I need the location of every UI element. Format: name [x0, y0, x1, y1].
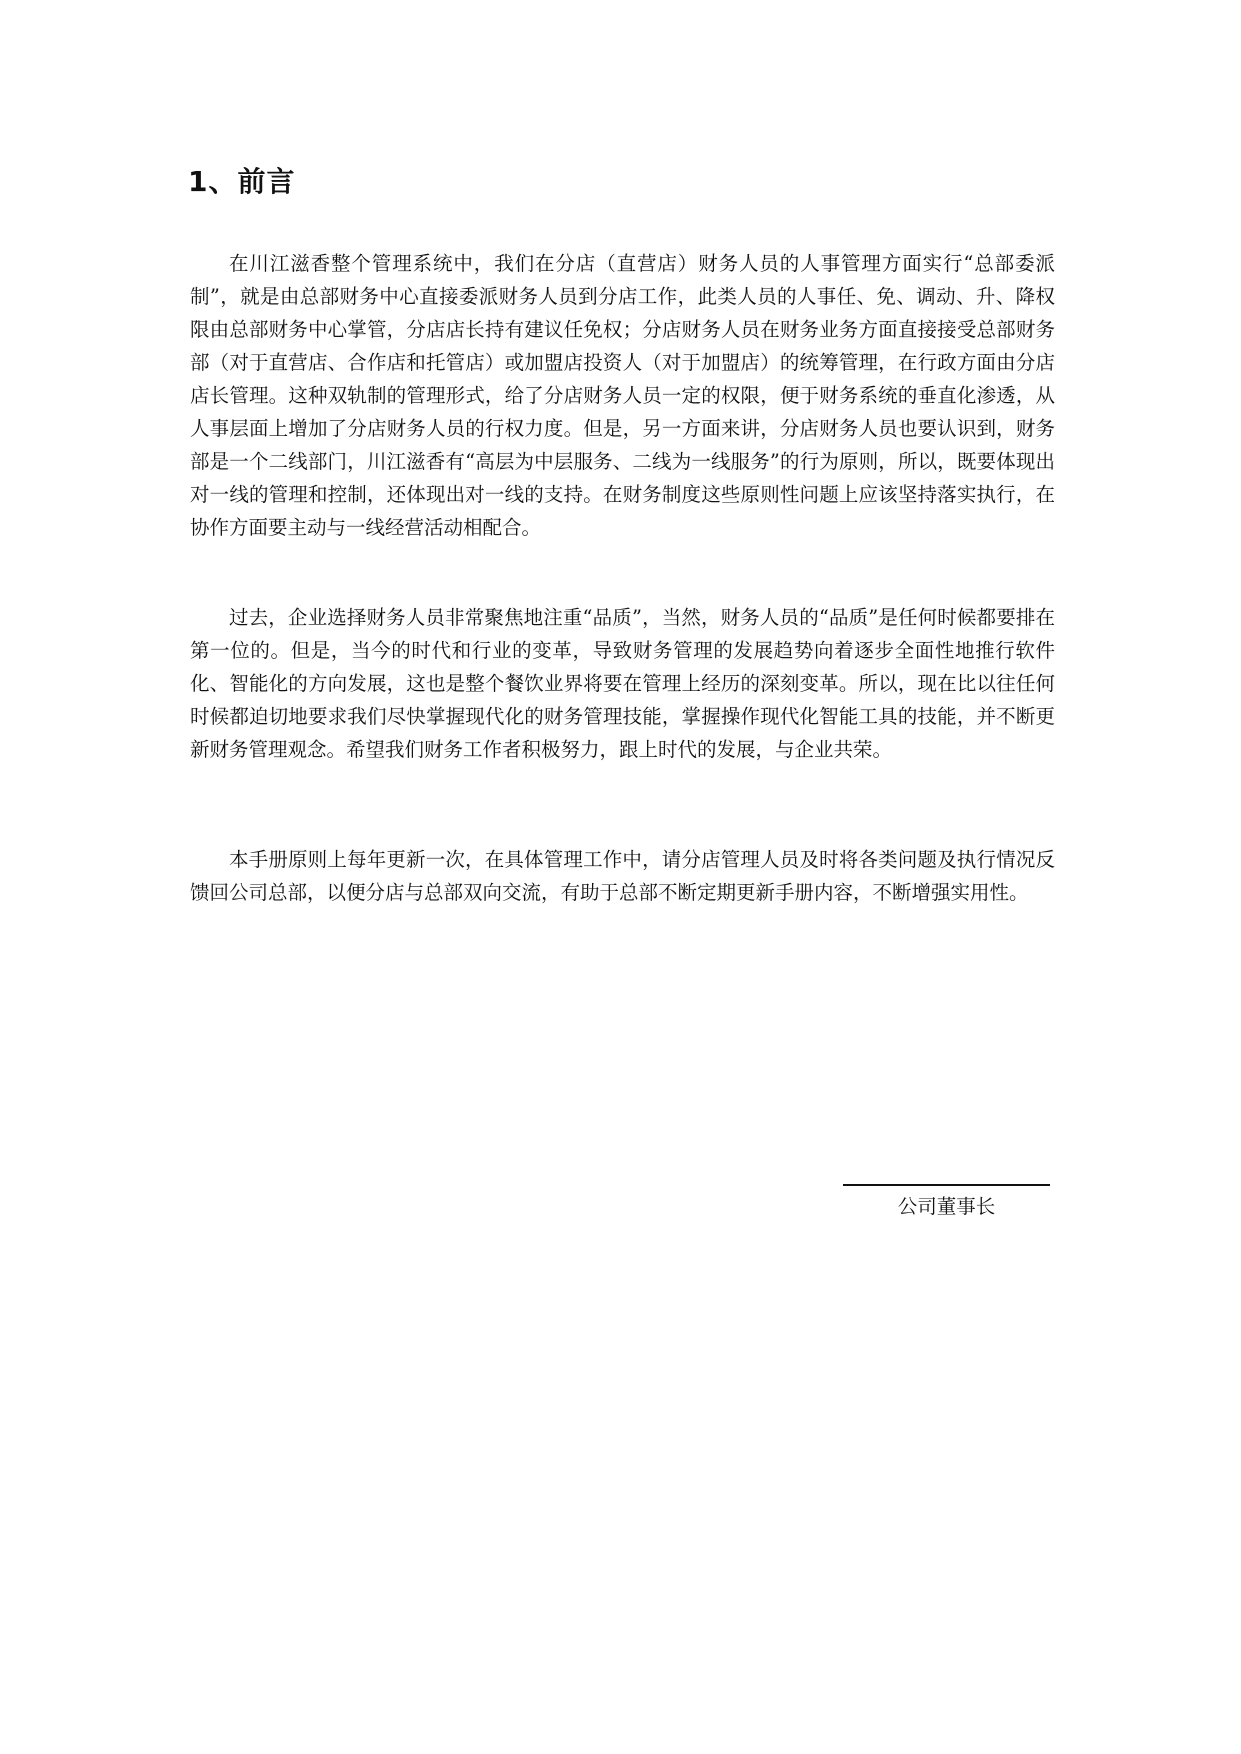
- paragraph-2: 过去，企业选择财务人员非常聚焦地注重“品质”，当然，财务人员的“品质”是任何时候都要排在第一位的。但是，当今的时代和行业的变革，导致财务管理的发展趋势向着逐步全面性地推行软件化、智能化的方向发展，这也是整个餐饮业界将要在管理上经历的深刻变革。所以，现在比以往任何时候都迫切地要求我们尽快掌握现代化的财务管理技能，掌握操作现代化智能工具的技能，并不断更新财务管理观念。希望我们财务工作者积极努力，跟上时代的发展，与企业共荣。: [190, 606, 1055, 761]
- section-heading: 1、前言: [188, 165, 296, 198]
- signature-line: [843, 1184, 1050, 1186]
- paragraph-1: 在川江滋香整个管理系统中，我们在分店（直营店）财务人员的人事管理方面实行“总部委派制”，就是由总部财务中心直接委派财务人员到分店工作，此类人员的人事任、免、调动、升、降权限由总部财务中心掌管，分店店长持有建议任免权；分店财务人员在财务业务方面直接接受总部财务部（对于直营店、合作店和托管店）或加盟店投资人（对于加盟店）的统筹管理，在行政方面由分店店长管理。这种双轨制的管理形式，给了分店财务人员一定的权限，便于财务系统的垂直化渗透，从人事层面上增加了分店财务人员的行权力度。但是，另一方面来讲，分店财务人员也要认识到，财务部是一个二线部门，川江滋香有“高层为中层服务、二线为一线服务”的行为原则，所以，既要体现出对一线的管理和控制，还体现出对一线的支持。在财务制度这些原则性问题上应该坚持落实执行，在协作方面要主动与一线经营活动相配合。: [190, 252, 1055, 539]
- paragraph-3: 本手册原则上每年更新一次，在具体管理工作中，请分店管理人员及时将各类问题及执行情况反馈回公司总部，以便分店与总部双向交流，有助于总部不断定期更新手册内容，不断增强实用性。: [190, 848, 1055, 904]
- signature-label: 公司董事长: [897, 1195, 996, 1218]
